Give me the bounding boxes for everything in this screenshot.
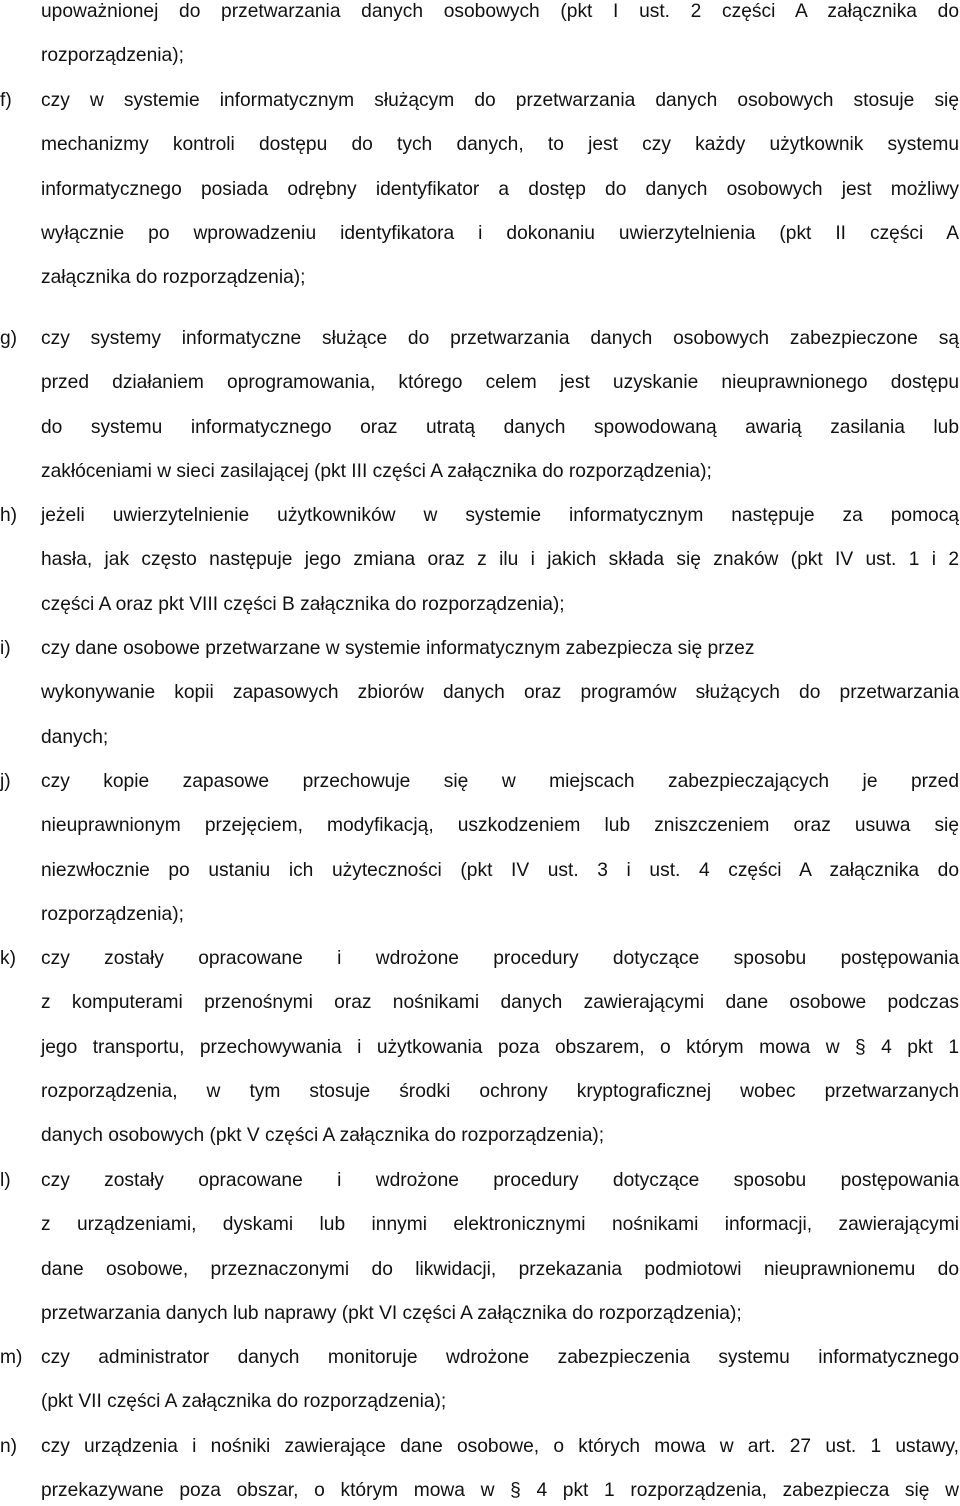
text-line-content: rozporządzenia); [41, 45, 184, 67]
text-line [0, 0, 960, 34]
text-line [0, 1292, 960, 1336]
text-line [0, 1070, 960, 1114]
text-line-content: jego transportu, przechowywania i użytkowania poza obszarem, o którym mowa w § 4 pkt 1 [41, 1036, 959, 1058]
list-marker: k) [0, 948, 16, 969]
text-line-content: danych osobowych (pkt V części A załącznika do rozporządzenia); [41, 1125, 605, 1147]
text-line-content: niezwłocznie po ustaniu ich użyteczności (pkt IV ust. 3 i ust. 4 części A załącznika do [41, 859, 959, 881]
intro-continuation [0, 0, 960, 79]
text-line-content: (pkt VII części A załącznika do rozporządzenia); [41, 1391, 447, 1413]
text-line [0, 256, 960, 300]
text-line [0, 123, 960, 167]
text-line-content: wyłącznie po wprowadzeniu identyfikatora i dokonaniu uwierzytelnienia (pkt II części A [41, 222, 959, 244]
text-line [0, 79, 960, 123]
text-line [0, 893, 960, 937]
text-line-content: czy zostały opracowane i wdrożone procedury dotyczące sposobu postępowania [41, 948, 959, 969]
text-line [0, 406, 960, 450]
text-line [0, 1248, 960, 1292]
text-line [0, 981, 960, 1025]
text-line-content: rozporządzenia, w tym stosuje środki ochrony kryptograficznej wobec przetwarzanych [41, 1080, 959, 1102]
text-line [0, 1380, 960, 1424]
text-line-content: czy systemy informatyczne służące do przetwarzania danych osobowych zabezpieczone są [41, 328, 959, 349]
text-line [0, 627, 960, 671]
text-line [0, 212, 960, 256]
text-line-content: z komputerami przenośnymi oraz nośnikami danych zawierającymi dane osobowe podczas [41, 992, 959, 1014]
text-line [0, 716, 960, 760]
text-line [0, 450, 960, 494]
text-line-content: czy zostały opracowane i wdrożone procedury dotyczące sposobu postępowania [41, 1170, 959, 1191]
list-item-m [0, 1336, 960, 1425]
text-line-content: przetwarzania danych lub naprawy (pkt VI części A załącznika do rozporządzenia); [41, 1302, 742, 1324]
list-item-g [0, 317, 960, 494]
text-line [0, 937, 960, 981]
text-line [0, 583, 960, 627]
list-item-j [0, 760, 960, 937]
text-line [0, 1114, 960, 1158]
list-marker: j) [0, 771, 11, 792]
text-line [0, 1425, 960, 1469]
text-line-content: czy urządzenia i nośniki zawierające dane osobowe, o których mowa w art. 27 ust. 1 ustawy, [41, 1436, 959, 1457]
text-line [0, 494, 960, 538]
text-line-content: danych; [41, 726, 109, 748]
text-line-content: czy w systemie informatycznym służącym do przetwarzania danych osobowych stosuje się [41, 90, 959, 111]
text-line-content: hasła, jak często następuje jego zmiana oraz z ilu i jakich składa się znaków (pkt IV ust. 1 i 2 [41, 549, 959, 571]
text-line [0, 1469, 960, 1506]
list-item-f [0, 79, 960, 300]
text-line [0, 361, 960, 405]
list-item-i [0, 627, 960, 760]
text-line [0, 168, 960, 212]
text-line-content: przed działaniem oprogramowania, którego celem jest uzyskanie nieuprawnionego dostępu [41, 372, 959, 394]
text-line-content: czy dane osobowe przetwarzane w systemie informatycznym zabezpiecza się przez [41, 638, 755, 659]
list-marker: f) [0, 90, 12, 111]
list-marker: m) [0, 1347, 23, 1368]
text-line [0, 760, 960, 804]
text-line-content: dane osobowe, przeznaczonymi do likwidacji, przekazania podmiotowi nieuprawnionemu do [41, 1258, 959, 1280]
text-line [0, 1203, 960, 1247]
text-line [0, 34, 960, 78]
text-line-content: upoważnionej do przetwarzania danych osobowych (pkt I ust. 2 części A załącznika do [41, 1, 959, 22]
text-line-content: zakłóceniami w sieci zasilającej (pkt III części A załącznika do rozporządzenia); [41, 460, 712, 482]
list-marker: i) [0, 638, 11, 659]
text-line [0, 849, 960, 893]
text-line-content: z urządzeniami, dyskami lub innymi elektronicznymi nośnikami informacji, zawierającymi [41, 1214, 959, 1236]
text-line-content: mechanizmy kontroli dostępu do tych danych, to jest czy każdy użytkownik systemu [41, 134, 959, 156]
text-line-content: wykonywanie kopii zapasowych zbiorów danych oraz programów służących do przetwarzania [41, 682, 959, 704]
text-line [0, 1159, 960, 1203]
text-line-content: do systemu informatycznego oraz utratą danych spowodowaną awarią zasilania lub [41, 416, 959, 438]
list-item-h [0, 494, 960, 627]
text-line-content: czy administrator danych monitoruje wdrożone zabezpieczenia systemu informatycznego [41, 1347, 959, 1368]
list-item-k [0, 937, 960, 1158]
text-line [0, 1026, 960, 1070]
text-line [0, 804, 960, 848]
list-item-l [0, 1159, 960, 1336]
text-line-content: jeżeli uwierzytelnienie użytkowników w systemie informatycznym następuje za pomocą [41, 505, 959, 526]
list-marker: g) [0, 328, 18, 349]
text-line-content: części A oraz pkt VIII części B załącznika do rozporządzenia); [41, 593, 565, 615]
list-marker: l) [0, 1170, 11, 1191]
text-line [0, 1336, 960, 1380]
text-line-content: przekazywane poza obszar, o którym mowa w § 4 pkt 1 rozporządzenia, zabezpiecza się w [41, 1480, 959, 1502]
text-line [0, 317, 960, 361]
list-marker: n) [0, 1436, 18, 1457]
text-line-content: załącznika do rozporządzenia); [41, 267, 306, 289]
list-marker: h) [0, 505, 18, 526]
list-item-n [0, 1425, 960, 1506]
text-line [0, 538, 960, 582]
text-line [0, 671, 960, 715]
text-line-content: informatycznego posiada odrębny identyfikator a dostęp do danych osobowych jest możliwy [41, 178, 959, 200]
text-line-content: rozporządzenia); [41, 903, 184, 925]
text-line-content: nieuprawnionym przejęciem, modyfikacją, uszkodzeniem lub zniszczeniem oraz usuwa się [41, 815, 959, 837]
text-line-content: czy kopie zapasowe przechowuje się w miejscach zabezpieczających je przed [41, 771, 959, 792]
